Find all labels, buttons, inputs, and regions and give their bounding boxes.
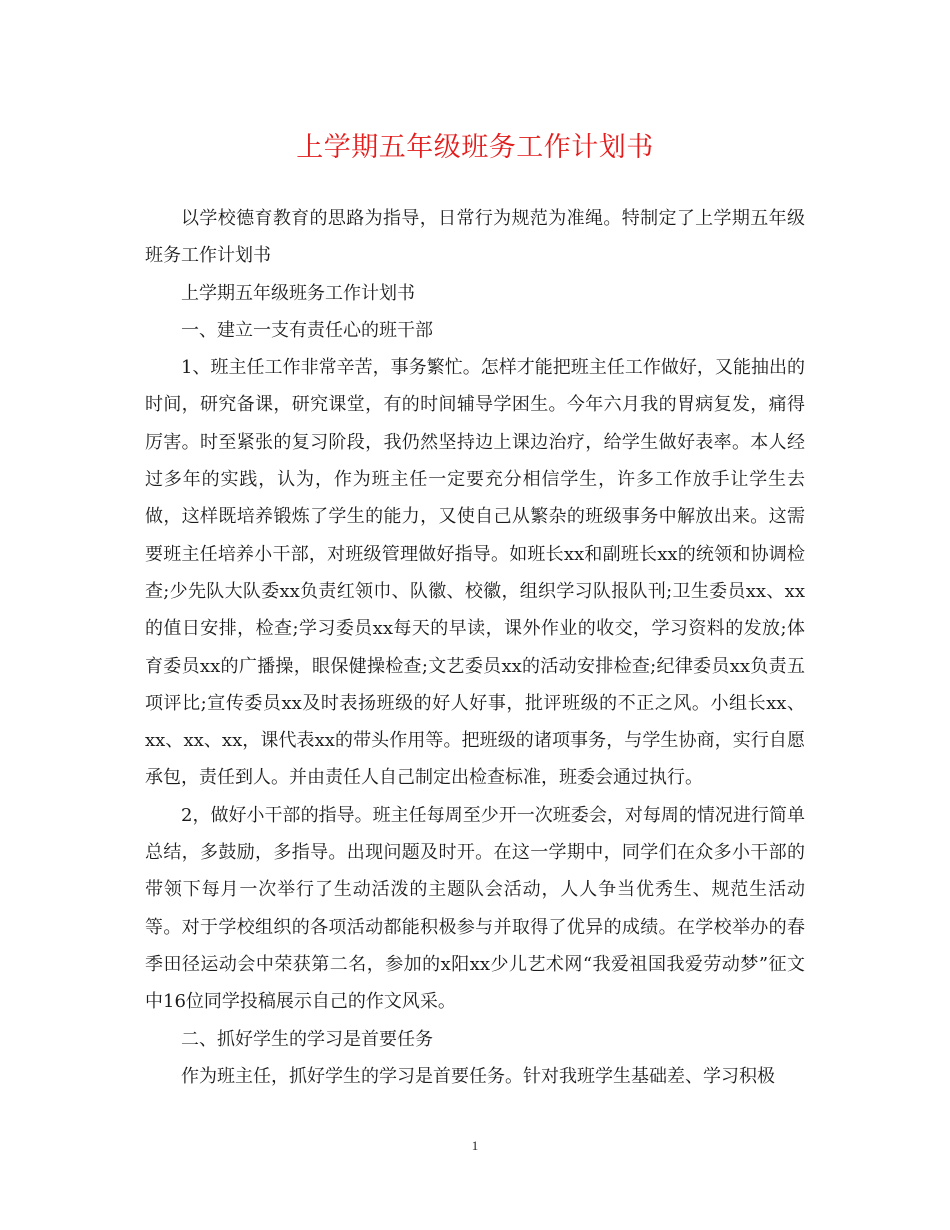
subtitle-paragraph: 上学期五年级班务工作计划书 [181, 282, 415, 304]
body-paragraph-3: 作为班主任，抓好学生的学习是首要任务。针对我班学生基础差、学习积极 [181, 1065, 775, 1087]
body-paragraph-1: 1、班主任工作非常辛苦，事务繁忙。怎样才能把班主任工作做好，又能抽出的时间，研究备课，研究课堂，有的时间辅导学困生。今年六月我的胃病复发，痛得厉害。时至紧张的复习阶段，我仍然坚持边上课边治疗，给学生做好表率。本人经过多年的实践，认为，作为班主任一定要充分相信学生，许多工作放手让学生去做，这样既培养锻炼了学生的能力，又使自己从繁杂的班级事务中解放出来。这需要班主任培养小干部，对班级管理做好指导。如班长xx和副班长xx的统领和协调检查;少先队大队委xx负责红领巾、队徽、校徽，组织学习队报队刊;卫生委员xx、xx的值日安排，检查;学习委员xx每天的早读，课外作业的收交，学习资料的发放;体育委员xx的广播操，眼保健操检查;文艺委员xx的活动安排检查;纪律委员xx负责五项评比;宣传委员xx及时表扬班级的好人好事，批评班级的不正之风。小组长xx、xx、xx、xx，课代表xx的带头作用等。把班级的诸项事务，与学生协商，实行自愿承包，责任到人。并由责任人自己制定出检查标准，班委会通过执行。 [145, 357, 805, 789]
body-paragraph-2: 2，做好小干部的指导。班主任每周至少开一次班委会，对每周的情况进行简单总结，多鼓励，多指导。出现问题及时开。在这一学期中，同学们在众多小干部的带领下每月一次举行了生动活泼的主题队会活动，人人争当优秀生、规范生活动等。对于学校组织的各项活动都能积极参与并取得了优异的成绩。在学校举办的春季田径运动会中荣获第二名，参加的x阳xx少儿艺术网“我爱祖国我爱劳动梦”征文中16位同学投稿展示自己的作文风采。 [145, 804, 805, 1013]
document-title: 上学期五年级班务工作计划书 [296, 132, 654, 163]
page-number: 1 [471, 1138, 479, 1153]
document-body [145, 200, 805, 1095]
intro-paragraph: 以学校德育教育的思路为指导，日常行为规范为准绳。特制定了上学期五年级班务工作计划书 [145, 208, 805, 267]
section-heading-1: 一、建立一支有责任心的班干部 [181, 319, 433, 341]
section-heading-2: 二、抓好学生的学习是首要任务 [181, 1028, 433, 1050]
